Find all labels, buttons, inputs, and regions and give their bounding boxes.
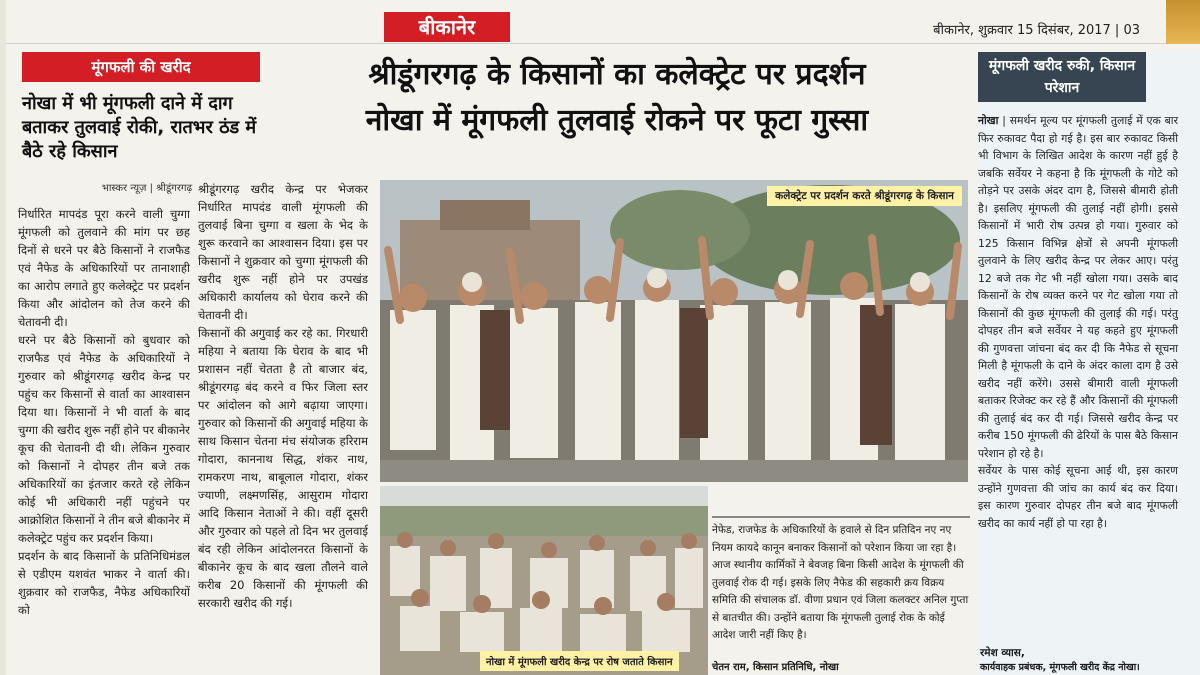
page-edge bbox=[0, 0, 6, 675]
sidebar-story bbox=[978, 52, 1200, 675]
gold-edge-decoration bbox=[1166, 0, 1200, 44]
sidebar-tag: मूंगफली खरीद रुकी, किसान परेशान bbox=[978, 52, 1146, 102]
headline-line-2: नोखा में मूंगफली तुलवाई रोकने पर फूटा गुस्सा bbox=[365, 103, 869, 138]
main-photo-caption: कलेक्ट्रेट पर प्रदर्शन करते श्रीडूंगरगढ़ के किसान bbox=[767, 186, 962, 206]
left-column-1: निर्धारित मापदंड पूरा करने वाली चुग्गा मूंगफली को तुलवाने की मांग पर छह दिनों से धरने पर बैठे किसानों ने राजफैड एवं नैफेड के अधिकारियों पर तानाशाही का आरोप लगाते हुए कलेक्ट्रेट पर प्रदर्शन किया और आंदोलन को तेज करने की चेतावनी दी। धरने पर बैठे किसानों को बुधवार को राजफैड एवं नैफेड के अधिकारियों ने गुरुवार को श्रीडूंगरगढ़ खरीद केन्द्र पर पहुंच कर किसानों से वार्ता का आश्वासन दिया था। किसानों ने भी वार्ता के बाद चुग्गा की खरीद शुरू नहीं होने पर बीकानेर कूच की चेतावनी दी थी। लेकिन गुरुवार को किसानों ने दोपहर तीन बजे तक अधिकारियों का इंतजार करते रहे लेकिन कोई भी अधिकारी नहीं पहुंचने पर आक्रोशित किसानों ने तीन बजे बीकानेर में कलेक्ट्रेट पहुंच कर प्रदर्शन किया। प्रदर्शन के बाद किसानों के प्रतिनिधिमंडल से एडीएम यशवंत भाकर ने वार्ता की। शुक्रवार को राजफैड, नैफेड अधिकारियों को bbox=[18, 207, 190, 617]
main-headline bbox=[272, 52, 962, 144]
farmer-statement-box bbox=[712, 516, 970, 675]
left-headline: नोखा में भी मूंगफली दाने में दाग बताकर तुलवाई रोकी, रातभर ठंड में बैठे रहे किसान bbox=[22, 93, 257, 162]
protest-photo-secondary bbox=[380, 486, 708, 675]
seated-farmers-illustration bbox=[380, 486, 708, 675]
farmer-statement-attribution: चेतन राम, किसान प्रतिनिधि, नोखा bbox=[712, 662, 839, 673]
sidebar-attribution-name: रमेश व्यास, bbox=[980, 647, 1025, 659]
sidebar-dateline: नोखा bbox=[978, 114, 999, 127]
section-logo: बीकानेर bbox=[384, 12, 510, 42]
left-section-tag: मूंगफली की खरीद bbox=[22, 52, 260, 82]
masthead bbox=[0, 0, 1200, 44]
sidebar-body bbox=[978, 112, 1178, 532]
left-column-2: श्रीडूंगरगढ़ खरीद केन्द्र पर भेजकर निर्धारित मापदंड वाली मूंगफली की तुलवाई बिना चुग्गा व खला के भेद के शुरू करवाने का आश्वासन दिया। इस पर किसानों ने शुक्रवार को चुग्गा मूंगफली की खरीद शुरू नहीं होने पर उपखंड अधिकारी कार्यालय को घेराव करने की चेतावनी दी। किसानों की अगुवाई कर रहे का. गिरधारी महिया ने बताया कि घेराव के बाद भी प्रशासन नहीं चेतता है तो बाजार बंद, श्रीडूंगरगढ़ बंद करने व फिर जिला स्तर पर आंदोलन को आगे बढ़ाया जाएगा। गुरुवार को किसानों की अगुवाई महिया के साथ किसान चेतना मंच संयोजक हरिराम गोदारा, काननाथ सिद्ध, शंकर नाथ, रामकरण नाथ, बाबूलाल गोदारा, शंकर ज्याणी, लक्ष्मणसिंह, आसुराम गोदारा आदि किसान नेताओं ने की। वहीं दूसरी और गुरुवार को पहले तो दिन भर तुलवाई बंद रही लेकिन आंदोलनरत किसानों के बीकानेर कूच के बाद खला तौलने वाले करीब 20 किसानों की मूंगफली की सरकारी खरीद की गई। bbox=[198, 182, 368, 610]
sidebar-body-text: | समर्थन मूल्य पर मूंगफली तुलाई में एक बार फिर रुकावट पैदा हो गई है। इस बार रुकावट किसी भी विभाग के लिखित आदेश के कारण नहीं हुई है जबकि सर्वेयर ने कहना है कि मूंगफली के गोटे को तोड़ने पर उसके अंदर दाग है, जिससे बीमारी होती है। इसलिए मूंगफली की तुलाई नहीं होगी। इससे किसानों में भारी रोष उत्पन्न हो गया। गुरुवार को 125 किसान विभिन्न क्षेत्रों से अपनी मूंगफली तुलवाने के लिए खरीद केन्द्र पर लेकर आए। परंतु 12 बजे तक गेट भी नहीं खोला गया। उसके बाद किसानों के रोष व्यक्त करने पर गेट खोला गया तो किसानों की कुछ मूंगफली की तुलाई की गई। परंतु दोपहर तीन बजे सर्वेयर ने यह कहते हुए मूंगफली की गुणवत्ता जांचना बंद कर दी कि नैफेड से सूचना मिली है मूंगफली के दाने के अंदर काला दाग है उसे खरीद नहीं करेंगे। उससे बीमारी वाली मूंगफली बताकर रिजेक्ट कर रहे हैं और किसानों की मूंगफली की तुलाई बंद कर दी गई। जिससे खरीद केन्द्र पर करीब 150 मूंगफली की ढेरियों के पास बैठे किसान परेशान हो रहे है। सर्वेयर के पास कोई सूचना आई थी, इस कारण उन्होंने गुणवत्ता की जांच का कार्य बंद कर दिया। इस कारण गुरुवार दोपहर तीन बजे बाद मूंगफली खरीद का कार्य नहीं हो पा रहा है। bbox=[978, 114, 1178, 530]
left-byline: भास्कर न्यूज़ | श्रीडूंगरगढ़ bbox=[101, 183, 193, 194]
dateline: बीकानेर, शुक्रवार 15 दिसंबर, 2017 | 03 bbox=[933, 23, 1140, 38]
headline-line-1: श्रीडूंगरगढ़ के किसानों का कलेक्ट्रेट पर प्रदर्शन bbox=[368, 57, 866, 92]
protest-photo-main bbox=[380, 180, 968, 482]
farmer-statement-text: नेफेड, राजफेड के अधिकारियों के हवाले से दिन प्रतिदिन नए नए नियम कायदे कानून बनाकर किसानों को परेशान किया जा रहा है। आज स्थानीय कार्मिकों ने बेवजह बिना किसी आदेश के मूंगफली की तुलवाई रोक दी गई। इसके लिए नैफेड की सहकारी क्रय विक्रय समिति की संचालक डॉ. वीणा प्रधान एवं जिला कलक्टर अनिल गुप्ता से बातचीत की। उन्होंने बताया कि मूंगफली तुलाई रोक के कोई आदेश जारी नहीं किए है। bbox=[712, 524, 969, 641]
protest-photo-illustration bbox=[380, 180, 968, 482]
secondary-photo-caption: नोखा में मूंगफली खरीद केन्द्र पर रोष जताते किसान bbox=[480, 651, 679, 671]
sidebar-attribution-title: कार्यवाहक प्रबंधक, मूंगफली खरीद केंद्र नोखा। bbox=[980, 662, 1140, 673]
